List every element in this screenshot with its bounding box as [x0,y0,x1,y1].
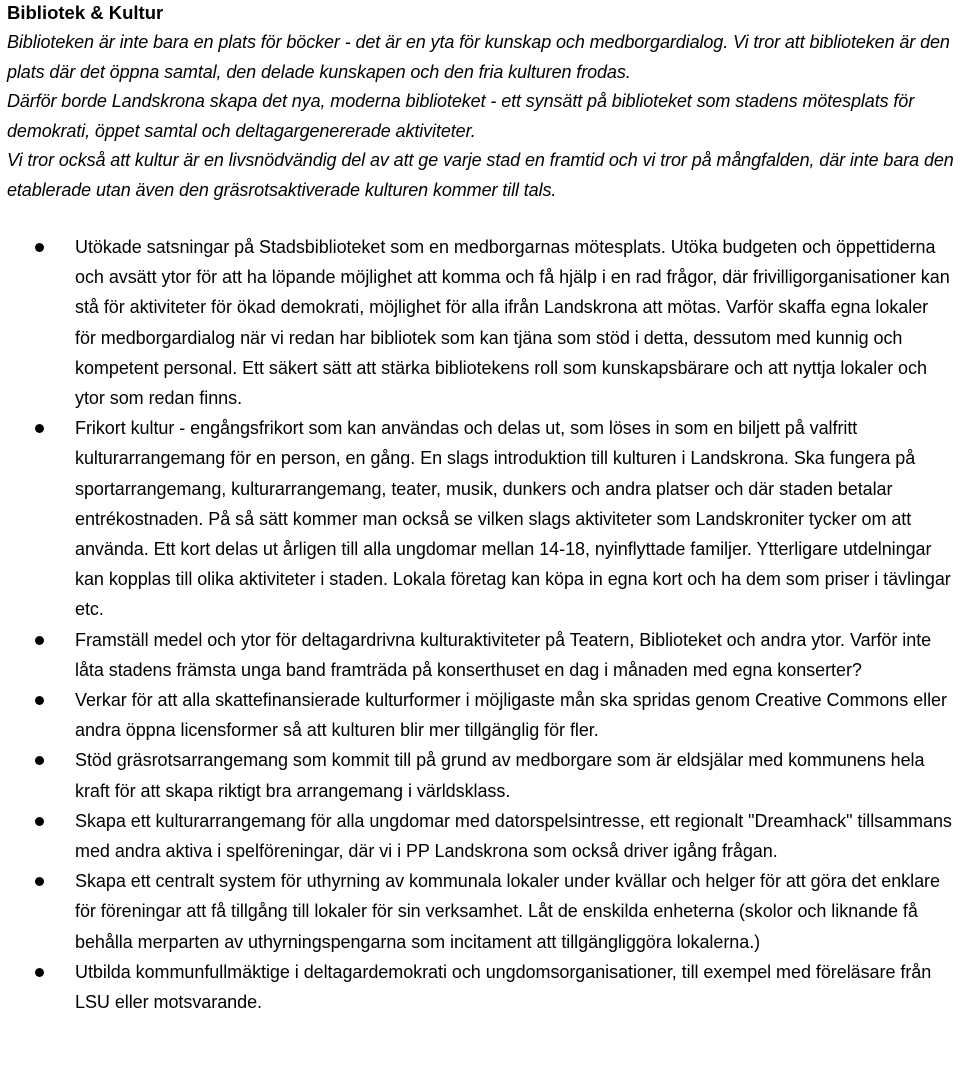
intro-paragraph: Vi tror också att kultur är en livsnödvändig del av att ge varje stad en framtid och vi tror på mångfalden, där inte bara den etablerade utan även den gräsrotsaktiverade kulturen kommer till tals. [7,150,954,200]
list-item-text: Stöd gräsrotsarrangemang som kommit till på grund av medborgare som är eldsjälar med kommunens hela kraft för att skapa riktigt bra arrangemang i världsklass. [75,750,925,801]
bullet-list [0,232,960,1017]
intro-paragraph: Därför borde Landskrona skapa det nya, moderna biblioteket - ett synsätt på biblioteket som stadens mötesplats för demokrati, öppet samtal och deltagargenererade aktiviteter. [7,91,915,141]
list-item-text: Utökade satsningar på Stadsbiblioteket som en medborgarnas mötesplats. Utöka budgeten och öppettiderna och avsätt ytor för att ha löpande möjlighet att komma och få hjälp i en rad frågor, där frivilligorganisationer kan stå för aktiviteter för ökad demokrati, möjlighet för alla ifrån Landskrona att mötas. Varför skaffa egna lokaler för medborgardialog när vi redan har bibliotek som kan tjäna som stöd i detta, dessutom med kunnig och kompetent personal. Ett säkert sätt att stärka bibliotekens roll som kunskapsbärare och att nyttja lokaler och ytor som redan finns. [75,237,950,409]
intro-paragraph: Biblioteken är inte bara en plats för böcker - det är en yta för kunskap och medborgardialog. Vi tror att biblioteken är den plats där det öppna samtal, den delade kunskapen och den fria kulturen frodas. [7,32,950,82]
bullet-icon [35,424,44,433]
list-item-text: Framställ medel och ytor för deltagardrivna kulturaktiviteter på Teatern, Biblioteket och andra ytor. Varför inte låta stadens främsta unga band framträda på konserthuset en dag i månaden med egna konserter? [75,629,932,680]
list-item [0,866,960,957]
section-heading: Bibliotek & Kultur [7,2,164,23]
list-item [0,685,960,745]
list-item [0,806,960,866]
list-item-text: Verkar för att alla skattefinansierade kulturformer i möjligaste mån ska spridas genom Creative Commons eller andra öppna licensformer så att kulturen blir mer tillgänglig för fler. [75,690,947,741]
list-item-text: Utbilda kommunfullmäktige i deltagardemokrati och ungdomsorganisationer, till exempel med föreläsare från LSU eller motsvarande. [75,961,932,1013]
list-item [0,745,960,805]
list-item [0,957,960,1017]
bullet-icon [35,968,44,977]
intro-text [7,28,957,205]
list-item-text: Skapa ett kulturarrangemang för alla ungdomar med datorspelsintresse, ett regionalt "Dreamhack" tillsammans med andra aktiva i spelföreningar, där vi i PP Landskrona som också driver igång frågan. [75,810,952,862]
bullet-icon [35,817,44,826]
bullet-icon [35,877,44,886]
bullet-icon [35,636,44,645]
list-item [0,232,960,413]
list-item [0,625,960,685]
bullet-icon [35,696,44,705]
list-item-text: Frikort kultur - engångsfrikort som kan användas och delas ut, som löses in som en biljett på valfritt kulturarrangemang för en person, en gång. En slags introduktion till kulturen i Landskrona. Ska fungera på sportarrangemang, kulturarrangemang, teater, musik, dunkers och andra platser och där staden betalar entrékostnaden. På så sätt kommer man också se vilken slags aktiviteter som Landskroniter tycker om att använda. Ett kort delas ut årligen till alla ungdomar mellan 14-18, nyinflyttade familjer. Ytterligare utdelningar kan kopplas till olika aktiviteter i staden. Lokala företag kan köpa in egna kort och ha dem som priser i tävlingar etc. [75,418,951,620]
bullet-icon [35,243,44,252]
bullet-icon [35,756,44,765]
list-item-text: Skapa ett centralt system för uthyrning av kommunala lokaler under kvällar och helger för att göra det enklare för föreningar att få tillgång till lokaler för sin verksamhet. Låt de enskilda enheterna (skolor och liknande få behålla merparten av uthyrningspengarna som incitament att tillgängliggöra lokalerna.) [75,871,940,952]
list-item [0,413,960,624]
